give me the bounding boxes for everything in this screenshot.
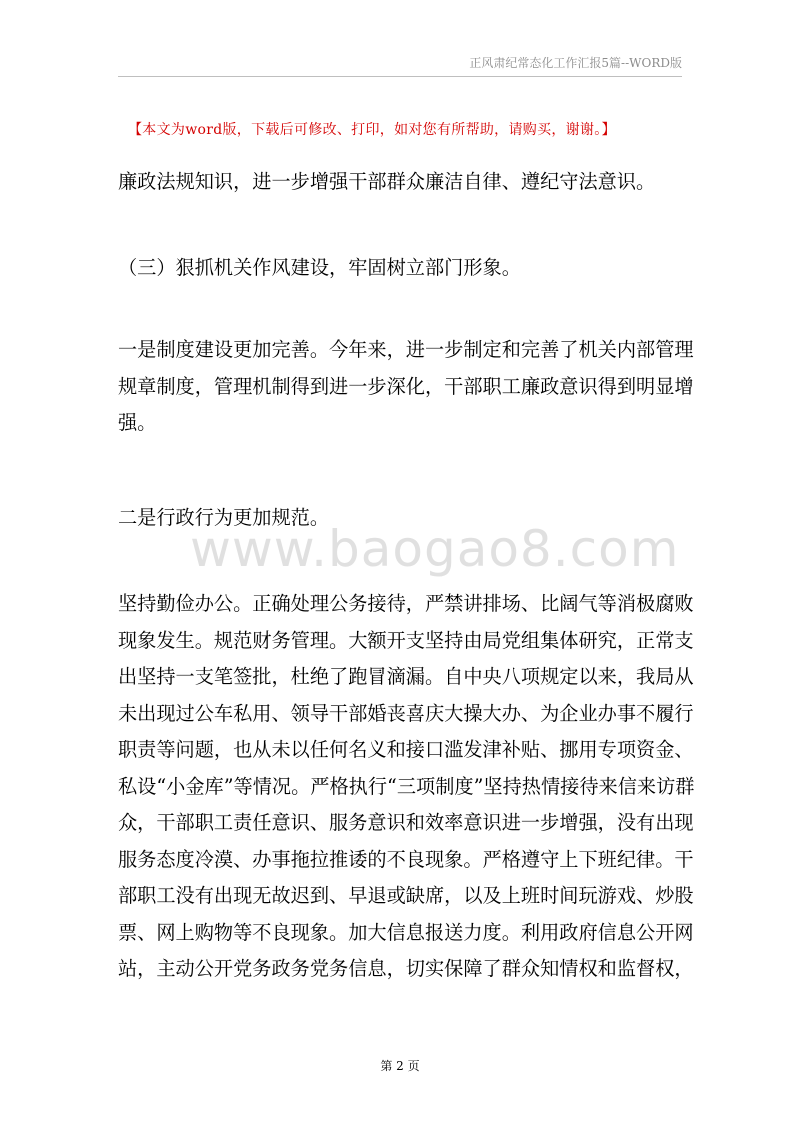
header-title: 正风肃纪常态化工作汇报5篇--WORD版 [469, 56, 682, 70]
text-line: 私设“小金库”等情况。严格执行“三项制度”坚持热情接待来信来访群 [118, 774, 695, 798]
text-line: 职责等问题，也从未以任何名义和接口滥发津补贴、挪用专项资金、 [118, 738, 694, 761]
text-line: （三）狠抓机关作风建设，牢固树立部门形象。 [118, 256, 521, 279]
text-line: 未出现过公车私用、领导干部婚丧喜庆大操大办、为企业办事不履行 [118, 701, 694, 725]
text-line: 出坚持一支笔签批，杜绝了跑冒滴漏。自中央八项规定以来，我局从 [118, 665, 694, 688]
purchase-notice: 【本文为word版，下载后可修改、打印，如对您有所帮助，请购买，谢谢。】 [128, 122, 616, 138]
text-line: 规章制度，管理机制得到进一步深化，干部职工廉政意识得到明显增 [118, 374, 694, 398]
page-number: 第 2 页 [380, 1059, 420, 1073]
paragraph-3 [118, 332, 694, 442]
text-line: 坚持勤俭办公。正确处理公务接待，严禁讲排场、比阔气等消极腐败 [118, 592, 694, 615]
paragraph-4 [118, 500, 682, 537]
paragraph-2-heading [118, 250, 682, 287]
text-line: 票、网上购物等不良现象。加大信息报送力度。利用政府信息公开网 [118, 920, 694, 944]
page-footer [0, 1057, 800, 1074]
text-line: 现象发生。规范财务管理。大额开支坚持由局党组集体研究，正常支 [118, 628, 694, 652]
text-line: 站，主动公开党务政务党务信息，切实保障了群众知情权和监督权， [118, 957, 694, 980]
text-line: 众，干部职工责任意识、服务意识和效率意识进一步增强，没有出现 [118, 811, 694, 834]
text-line: 部职工没有出现无故迟到、早退或缺席，以及上班时间玩游戏、炒股 [118, 884, 694, 907]
paragraph-5 [118, 586, 695, 988]
text-line: 廉政法规知识，进一步增强干部群众廉洁自律、遵纪守法意识。 [118, 170, 656, 193]
page-header [118, 52, 682, 77]
paragraph-1 [118, 164, 682, 201]
text-line: 服务态度冷漠、办事拖拉推诿的不良现象。严格遵守上下班纪律。干 [118, 847, 694, 871]
watermark: www.baogao8.com [190, 520, 680, 578]
text-line: 强。 [118, 411, 157, 434]
text-line: 二是行政行为更加规范。 [118, 506, 330, 529]
text-line: 一是制度建设更加完善。今年来，进一步制定和完善了机关内部管理 [118, 338, 694, 361]
